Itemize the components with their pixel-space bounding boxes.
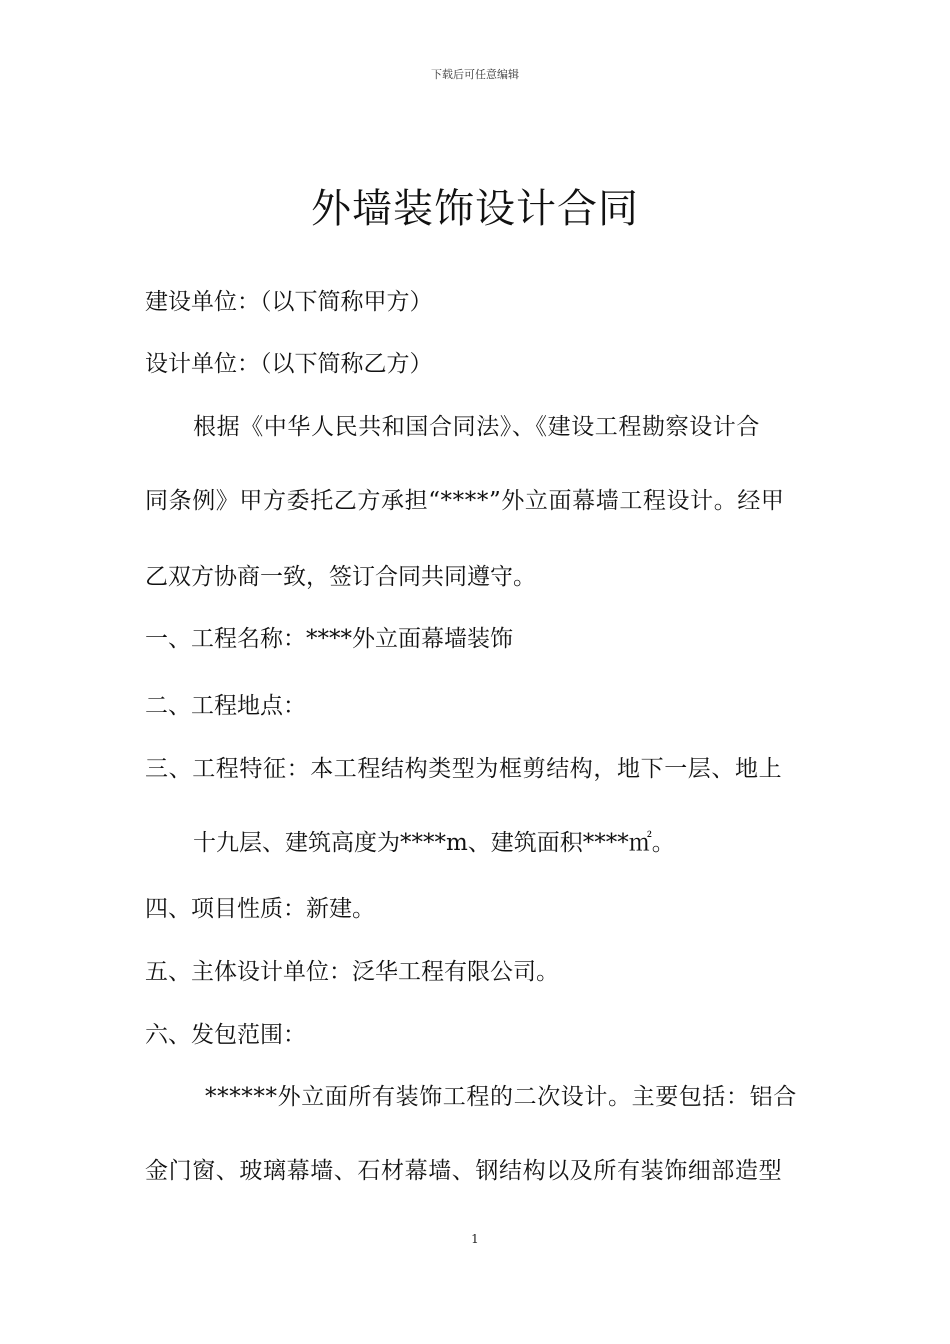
document-title: 外墙装饰设计合同 [311,186,639,232]
body-line-project-features-2: 十九层、建筑高度为****m、建筑面积****㎡。 [193,830,675,856]
body-line-contract-scope: 六、发包范围： [145,1022,306,1048]
body-line-basis-3: 乙双方协商一致，签订合同共同遵守。 [145,564,536,590]
body-line-scope-detail-2: 金门窗、玻璃幕墙、石材幕墙、钢结构以及所有装饰细部造型 [145,1158,783,1184]
body-line-construction-unit: 建设单位：（以下简称甲方） [145,289,433,315]
body-line-project-nature: 四、项目性质：新建。 [145,896,375,922]
page-number: 1 [471,1232,479,1246]
body-line-scope-detail-1: ******外立面所有装饰工程的二次设计。主要包括：铝合 [205,1084,797,1110]
body-line-project-features-1: 三、工程特征：本工程结构类型为框剪结构，地下一层、地上 [145,756,783,782]
body-line-design-unit: 设计单位：（以下简称乙方） [145,351,433,377]
body-line-main-design-unit: 五、主体设计单位：泛华工程有限公司。 [145,959,559,985]
header-note: 下载后可任意编辑 [431,68,519,81]
body-line-project-location: 二、工程地点： [145,693,306,719]
body-line-basis-1: 根据《中华人民共和国合同法》、《建设工程勘察设计合 [193,414,760,440]
body-line-basis-2: 同条例》甲方委托乙方承担“****”外立面幕墙工程设计。经甲 [145,488,785,514]
body-line-project-name: 一、工程名称：****外立面幕墙装饰 [145,626,513,652]
